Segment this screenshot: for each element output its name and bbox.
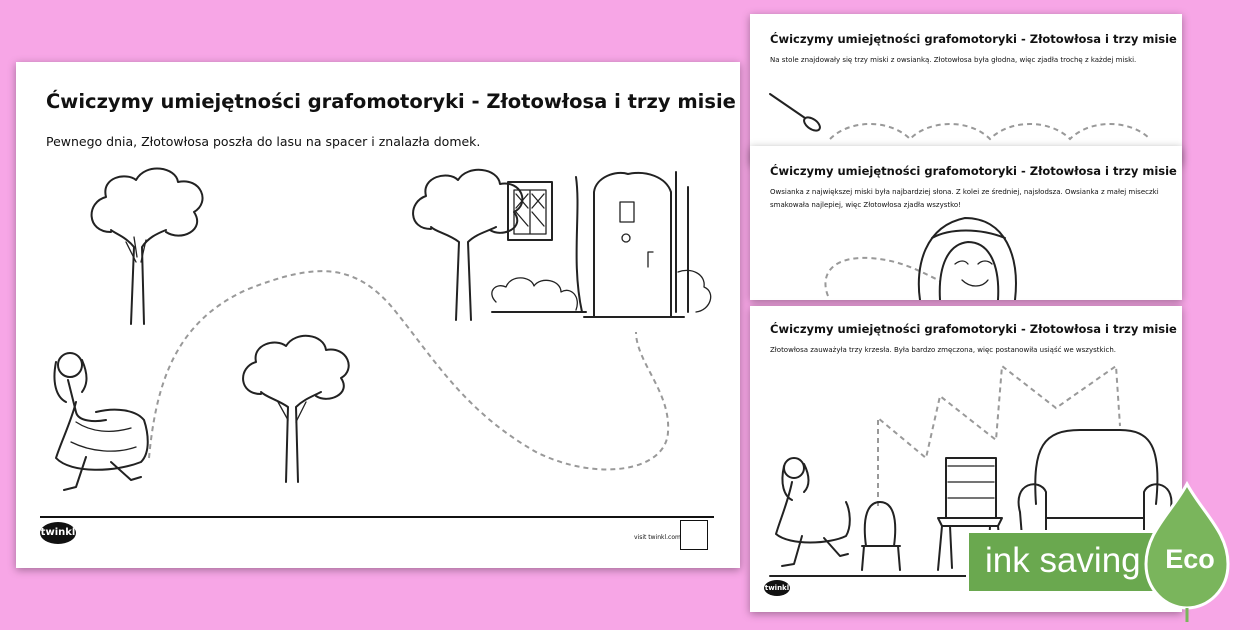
twinkl-logo: twinkl — [40, 522, 76, 544]
worksheet-title: Ćwiczymy umiejętności grafomotoryki - Złotowłosa i trzy misie — [770, 164, 1177, 178]
worksheet-porridge — [750, 146, 1182, 300]
ink-saving-banner — [966, 530, 1166, 594]
worksheet-bowls — [750, 14, 1182, 164]
footer-url: visit twinkl.com — [634, 534, 681, 541]
ink-saving-label: ink saving — [985, 541, 1141, 580]
bowls-illustration — [750, 14, 1182, 164]
small-chair — [862, 502, 900, 570]
eco-label: Eco — [1165, 544, 1215, 574]
footer-line — [40, 516, 714, 518]
tracing-path — [149, 271, 668, 469]
worksheet-title: Ćwiczymy umiejętności grafomotoryki - Złotowłosa i trzy misie — [770, 322, 1177, 336]
main-illustration — [16, 62, 740, 568]
worksheet-instruction: Złotowłosa zauważyła trzy krzesła. Była bardzo zmęczona, więc postanowiła usiąść we wszystkich. — [770, 346, 1117, 354]
tree-2 — [243, 336, 349, 482]
goldilocks-face — [919, 218, 1016, 300]
house — [492, 172, 711, 317]
worksheet-instruction: Pewnego dnia, Złotowłosa poszła do lasu na spacer i znalazła domek. — [46, 134, 481, 149]
tracing-path — [825, 258, 940, 296]
porridge-illustration — [750, 146, 1182, 300]
worksheet-instruction-line-2: smakowała najlepiej, więc Złotowłosa zjadła wszystko! — [770, 201, 962, 209]
goldilocks-figure — [776, 458, 850, 566]
footer-badge-icon — [680, 520, 708, 550]
main-worksheet — [16, 62, 740, 568]
worksheet-instruction-line-1: Owsianka z największej miski była najbardziej słona. Z kolei ze średniej, najsłodsza. Owsianka z małej miseczki — [770, 188, 1159, 196]
worksheet-instruction: Na stole znajdowały się trzy miski z owsianką. Złotowłosa była głodna, więc zjadła trochę z każdej miski. — [770, 56, 1137, 64]
tree-1 — [92, 168, 203, 324]
twinkl-logo: twinkl — [764, 580, 790, 596]
tree-3 — [413, 170, 522, 320]
tracing-path — [878, 366, 1120, 506]
goldilocks-figure — [54, 353, 147, 490]
worksheet-title: Ćwiczymy umiejętności grafomotoryki - Złotowłosa i trzy misie — [770, 32, 1177, 46]
tracing-path — [830, 124, 1150, 139]
spoon-icon — [770, 94, 822, 133]
worksheet-title: Ćwiczymy umiejętności grafomotoryki - Złotowłosa i trzy misie — [46, 90, 736, 113]
